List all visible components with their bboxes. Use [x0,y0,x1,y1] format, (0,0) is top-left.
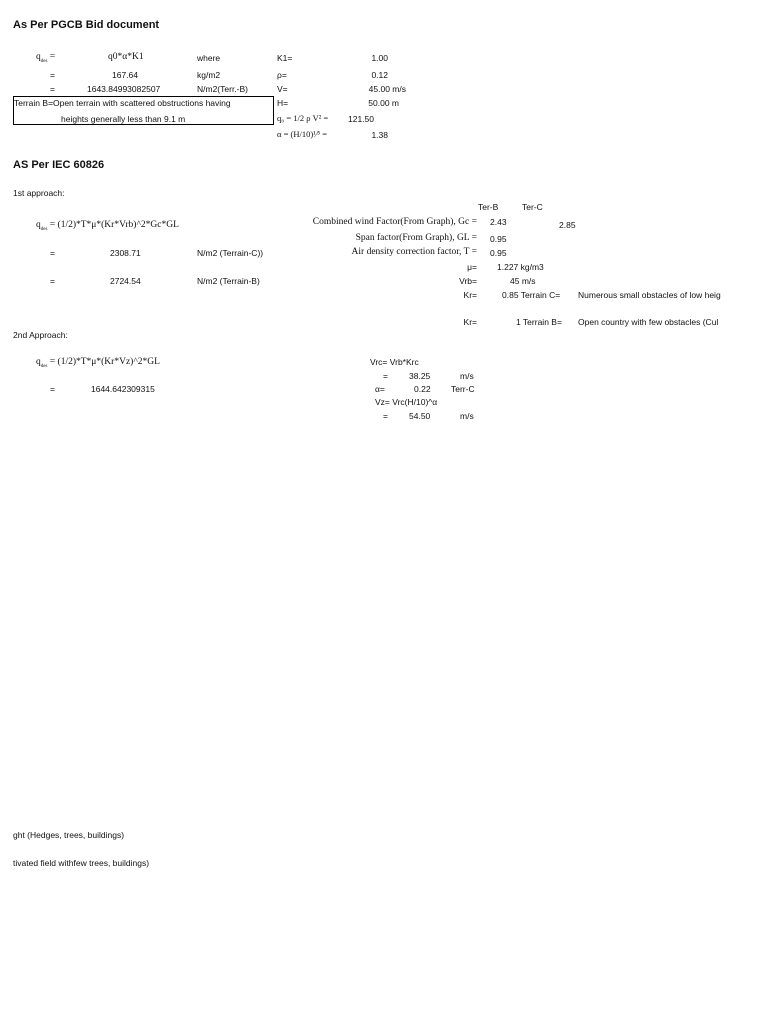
iec-equation1: $q_{des}$ = (1/2)*T*μ*(Kr*Vrb)^2*Gc*GL [36,220,179,232]
iec-approach2-label: 2nd Approach: [13,330,68,340]
alpha2-terrain: Terr-C [451,384,475,394]
param-h-value: 50.00 m [368,98,399,108]
param-h-label: H= [277,98,289,108]
param-v-value: 45.00 m/s [368,84,406,94]
terrain-note-line1: Terrain B=Open terrain with scattered obstructions having [14,98,231,108]
t-value: 0.95 [490,248,507,258]
gl-label: Span factor(From Graph), GL = [355,233,477,243]
pgcb-row3-eq: = [50,84,55,94]
iec-res2-unit: N/m2 (Terrain-B) [197,276,260,286]
q0-value: 121.50 [348,114,374,124]
gl-value: 0.95 [490,234,507,244]
pgcb-heading: As Per PGCB Bid document [13,19,160,31]
vz-eq: = [383,411,388,421]
pgcb-equation-rhs: q0*α*K1 [108,52,144,62]
iec-res2-eq: = [50,276,55,286]
vrb-value: 45 m/s [510,276,536,286]
pgcb-equation-lhs: $q_{des}$ = [36,52,56,64]
iec-res1-unit: N/m2 (Terrain-C)) [197,248,264,258]
iec-res3-value: 1644.642309315 [91,384,155,394]
iec-res3-eq: = [50,384,55,394]
overflow-text-line2: tivated field withfew trees, buildings) [13,858,150,868]
iec-res2-value: 2724.54 [110,276,141,286]
t-label: Air density correction factor, T = [351,247,477,257]
mu-label: μ= [467,262,477,272]
param-k1-label: K1= [277,53,293,63]
alpha-value: 1.38 [371,130,388,140]
col-header-ter-b: Ter-B [478,202,499,212]
vz-value: 54.50 [409,411,431,421]
kr-terrain-b-label: Kr= [463,317,477,327]
iec-heading: AS Per IEC 60826 [13,159,105,171]
pgcb-row3-unit: N/m2(Terr.-B) [197,84,248,94]
iec-res1-value: 2308.71 [110,248,141,258]
param-rho-value: 0.12 [371,70,388,80]
col-header-ter-c: Ter-C [522,202,543,212]
alpha2-value: 0.22 [414,384,431,394]
gc-ter-c-value: 2.85 [559,220,576,230]
iec-res1-eq: = [50,248,55,258]
param-rho-label: ρ= [277,70,287,80]
vrc-value: 38.25 [409,371,431,381]
kr-terrain-c-value: 0.85 Terrain C= [502,290,561,300]
param-v-label: V= [277,84,288,94]
pgcb-row2-eq: = [50,70,55,80]
mu-value: 1.227 kg/m3 [497,262,544,272]
q0-formula-label: q₀ = 1/2 ρ V² = [277,113,329,123]
iec-equation2: $q_{des}$ = (1/2)*T*μ*(Kr*Vz)^2*GL [36,357,160,369]
param-k1-value: 1.00 [371,53,388,63]
overflow-text-line1: ght (Hedges, trees, buildings) [13,830,125,840]
pgcb-row2-unit: kg/m2 [197,70,221,80]
gc-ter-b-value: 2.43 [490,217,507,227]
gc-label: Combined wind Factor(From Graph), Gc = [312,217,477,227]
vz-formula: Vz= Vrc(H/10)^α [375,397,438,407]
pgcb-where-label: where [197,53,221,63]
pgcb-row3-value: 1643.84993082507 [87,84,161,94]
alpha-formula-label: α = (H/10)¹⁄⁵ = [277,129,328,139]
vz-unit: m/s [460,411,474,421]
pgcb-row2-value: 167.64 [112,70,138,80]
kr-terrain-c-description: Numerous small obstacles of low heig [578,290,721,300]
kr-terrain-c-label: Kr= [463,290,477,300]
alpha2-label: α= [375,384,385,394]
vrb-label: Vrb= [459,276,477,286]
iec-approach1-label: 1st approach: [13,188,65,198]
vrc-unit: m/s [460,371,474,381]
terrain-note-line2: heights generally less than 9.1 m [61,114,186,124]
kr-terrain-b-description: Open country with few obstacles (Cul [578,317,719,327]
vrc-eq: = [383,371,388,381]
kr-terrain-b-value: 1 Terrain B= [516,317,562,327]
vrc-formula: Vrc= Vrb*Krc [370,357,419,367]
